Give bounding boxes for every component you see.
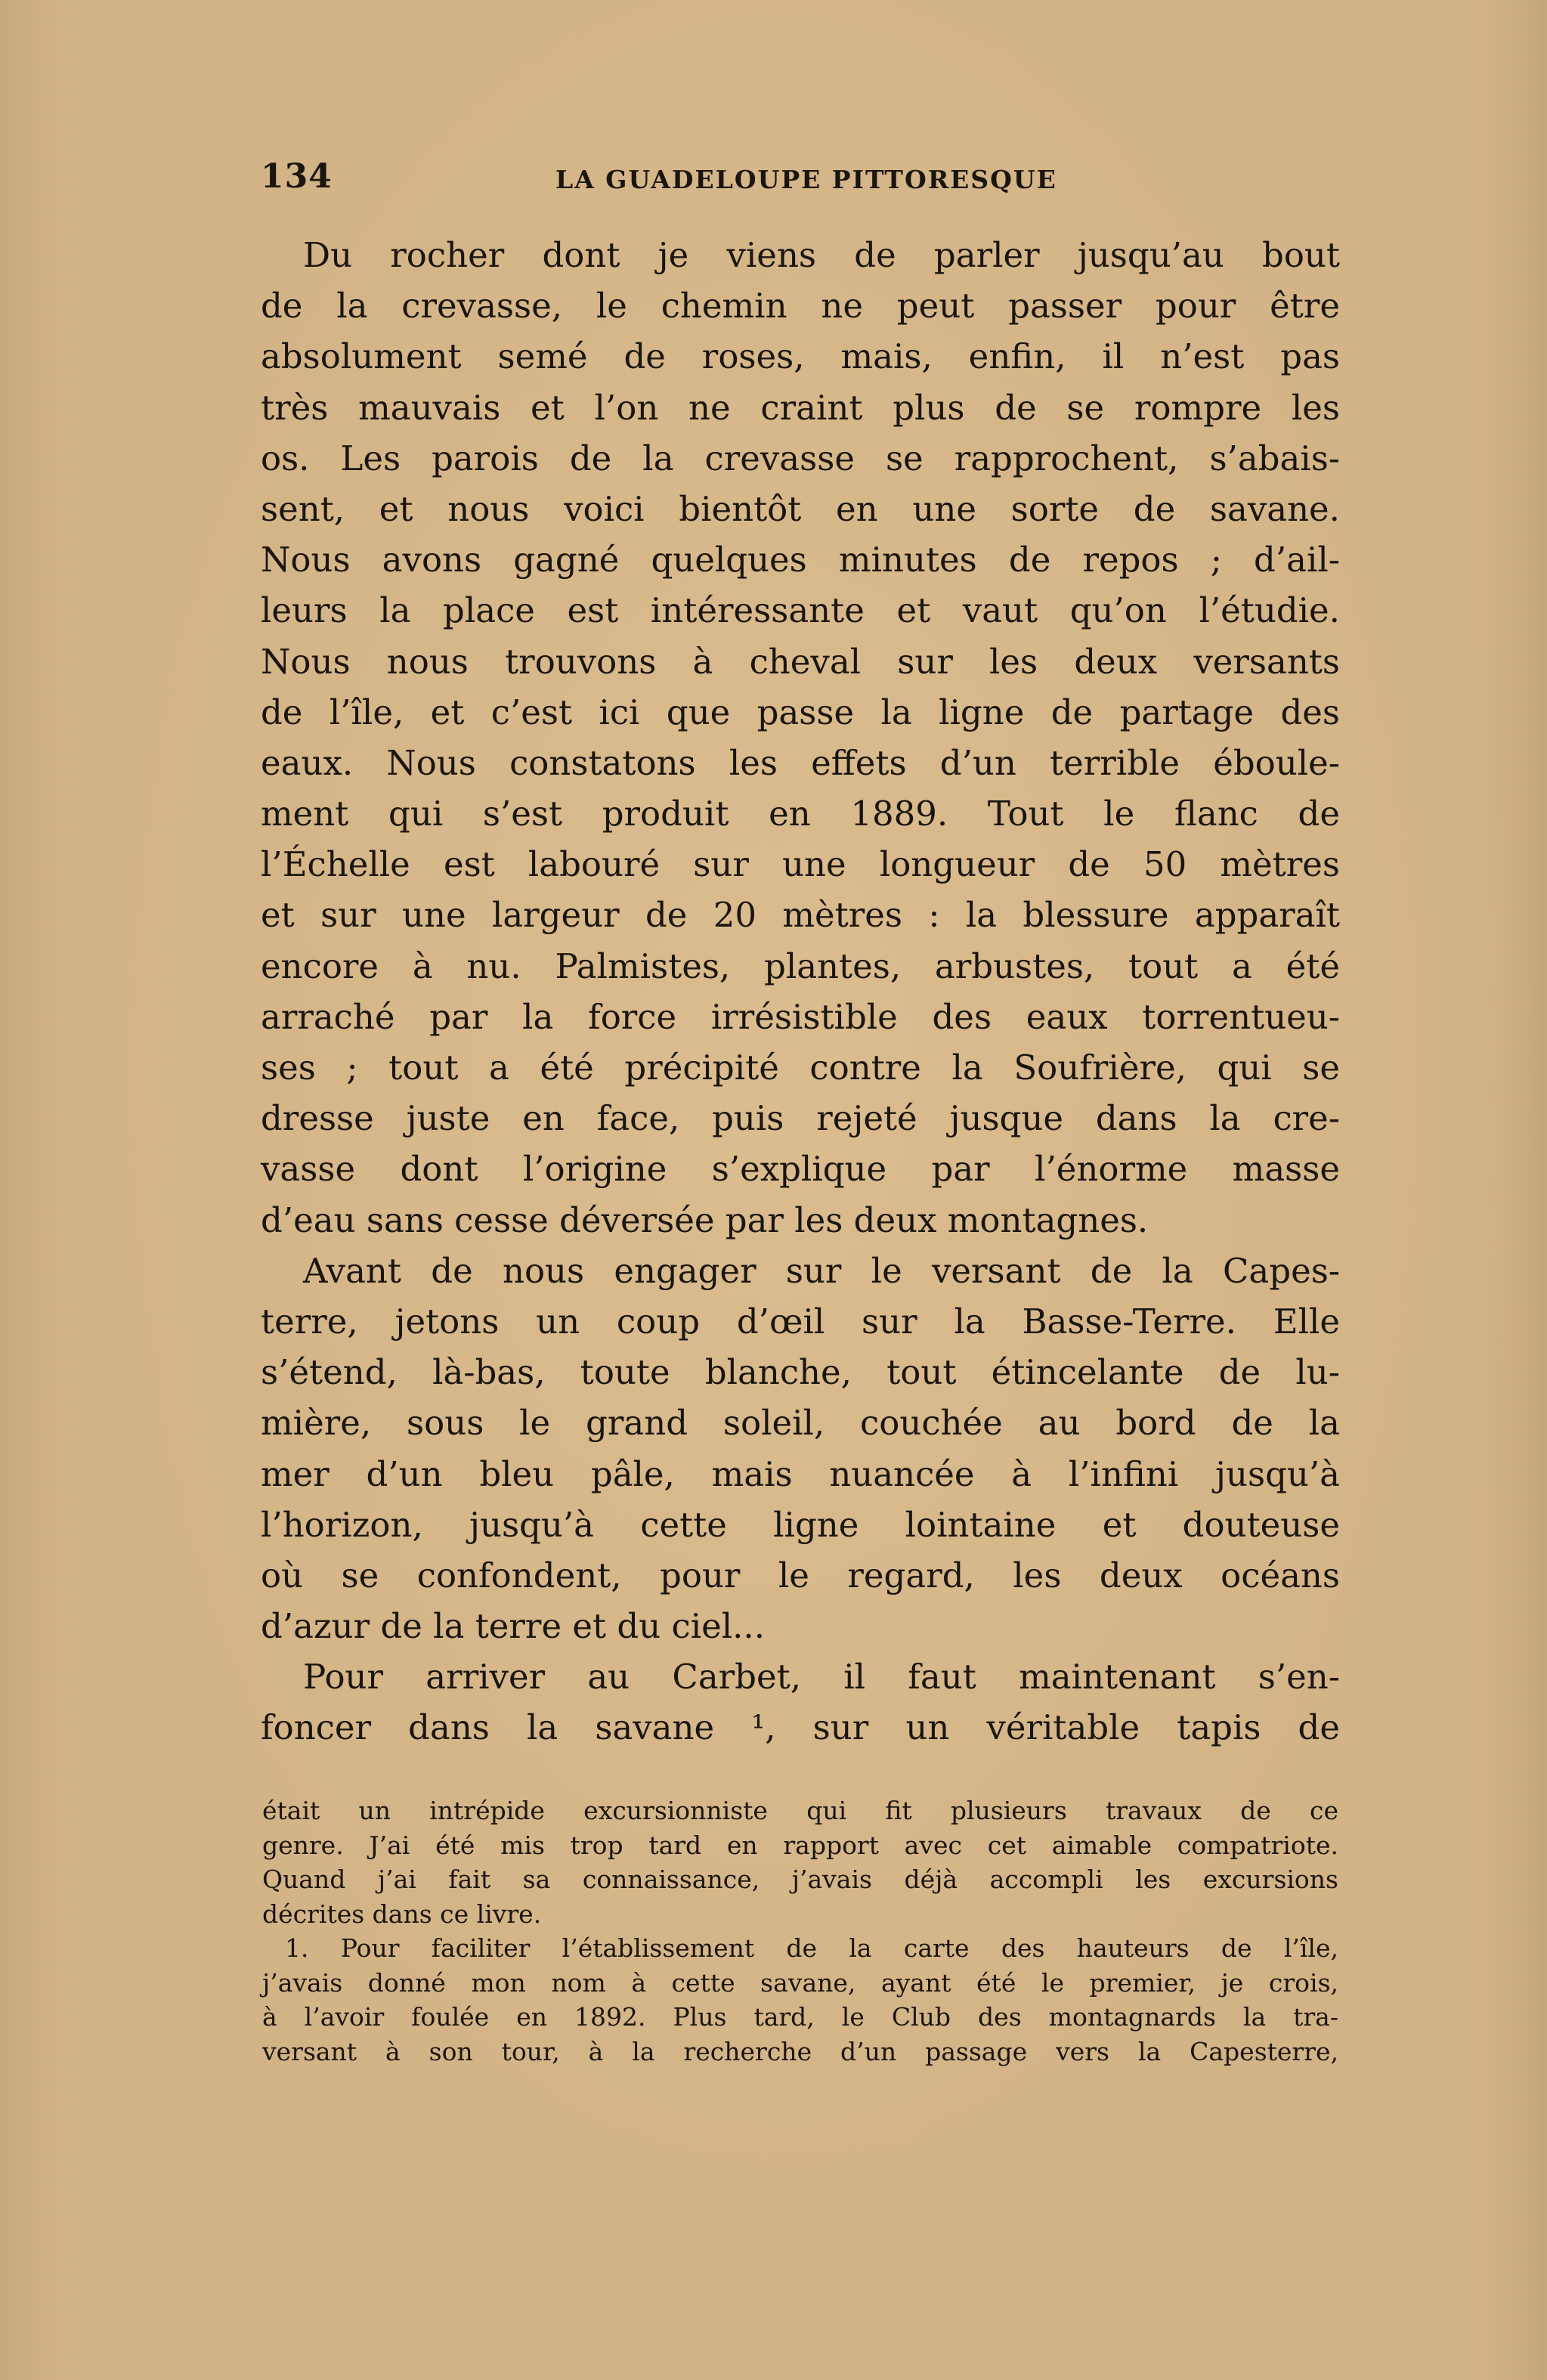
page-number: 134	[261, 157, 333, 196]
footnote-line: 1. Pour faciliter l’établissement de la carte des hauteurs de l’île,	[285, 1933, 1338, 1963]
text-line: l’Échelle est labouré sur une longueur de 50 mètres	[261, 844, 1340, 885]
text-line: vasse dont l’origine s’explique par l’énorme masse	[261, 1149, 1340, 1190]
footnote-line: à l’avoir foulée en 1892. Plus tard, le Club des montagnards la tra-	[262, 2002, 1338, 2032]
text-line: d’eau sans cesse déversée par les deux montagnes.	[261, 1199, 1149, 1240]
text-line: terre, jetons un coup d’œil sur la Basse-Terre. Elle	[261, 1301, 1340, 1342]
text-line: mer d’un bleu pâle, mais nuancée à l’infini jusqu’à	[261, 1453, 1340, 1494]
footnote-line: j’avais donné mon nom à cette savane, ayant été le premier, je crois,	[262, 1967, 1338, 1998]
footnote-line: Quand j’ai fait sa connaissance, j’avais déjà accompli les excursions	[262, 1865, 1338, 1894]
text-line: encore à nu. Palmistes, plantes, arbustes, tout a été	[261, 946, 1340, 986]
text-line: mière, sous le grand soleil, couchée au bord de la	[261, 1403, 1340, 1444]
footnote-line: décrites dans ce livre.	[262, 1899, 542, 1929]
text-line: et sur une largeur de 20 mètres : la blessure apparaît	[261, 895, 1340, 936]
text-line: ses ; tout a été précipité contre la Soufrière, qui se	[261, 1048, 1340, 1088]
text-line: Nous nous trouvons à cheval sur les deux versants	[261, 641, 1340, 682]
footnotes	[262, 1794, 1338, 2069]
running-title: LA GUADELOUPE PITTORESQUE	[555, 165, 1057, 194]
text-line: Pour arriver au Carbet, il faut maintenant s’en-	[303, 1657, 1340, 1698]
text-line: de l’île, et c’est ici que passe la ligne de partage des	[261, 692, 1340, 732]
text-line: ment qui s’est produit en 1889. Tout le flanc de	[261, 794, 1340, 834]
main-text	[261, 230, 1340, 1753]
text-line: dresse juste en face, puis rejeté jusque dans la cre-	[261, 1098, 1340, 1139]
footnote-line: genre. J’ai été mis trop tard en rapport avec cet aimable compatriote.	[262, 1830, 1338, 1860]
text-line: où se confondent, pour le regard, les deux océans	[261, 1555, 1340, 1595]
text-line: l’horizon, jusqu’à cette ligne lointaine et douteuse	[261, 1504, 1340, 1545]
text-line: leurs la place est intéressante et vaut qu’on l’étudie.	[261, 590, 1340, 631]
text-line: eaux. Nous constatons les effets d’un terrible éboule-	[261, 742, 1340, 783]
text-line: absolument semé de roses, mais, enfin, il n’est pas	[261, 336, 1340, 377]
text-line: Du rocher dont je viens de parler jusqu’au bout	[303, 235, 1340, 275]
text-line: Avant de nous engager sur le versant de la Capes-	[303, 1250, 1340, 1291]
text-line: arraché par la force irrésistible des eaux torrentueu-	[261, 996, 1340, 1037]
footnote-line: versant à son tour, à la recherche d’un passage vers la Capesterre,	[262, 2036, 1338, 2066]
footnote-line: était un intrépide excursionniste qui fit plusieurs travaux de ce	[262, 1796, 1338, 1825]
text-line: Nous avons gagné quelques minutes de repos ; d’ail-	[261, 540, 1340, 580]
text-line: de la crevasse, le chemin ne peut passer pour être	[261, 286, 1340, 327]
text-line: os. Les parois de la crevasse se rapprochent, s’abais-	[261, 438, 1340, 478]
text-line: sent, et nous voici bientôt en une sorte de savane.	[261, 488, 1340, 529]
page-header	[261, 157, 1341, 200]
text-line: très mauvais et l’on ne craint plus de se rompre les	[261, 387, 1340, 428]
text-line: foncer dans la savane ¹, sur un véritable tapis de	[261, 1707, 1340, 1748]
text-line: d’azur de la terre et du ciel...	[261, 1606, 766, 1647]
text-line: s’étend, là-bas, toute blanche, tout étincelante de lu-	[261, 1352, 1340, 1393]
